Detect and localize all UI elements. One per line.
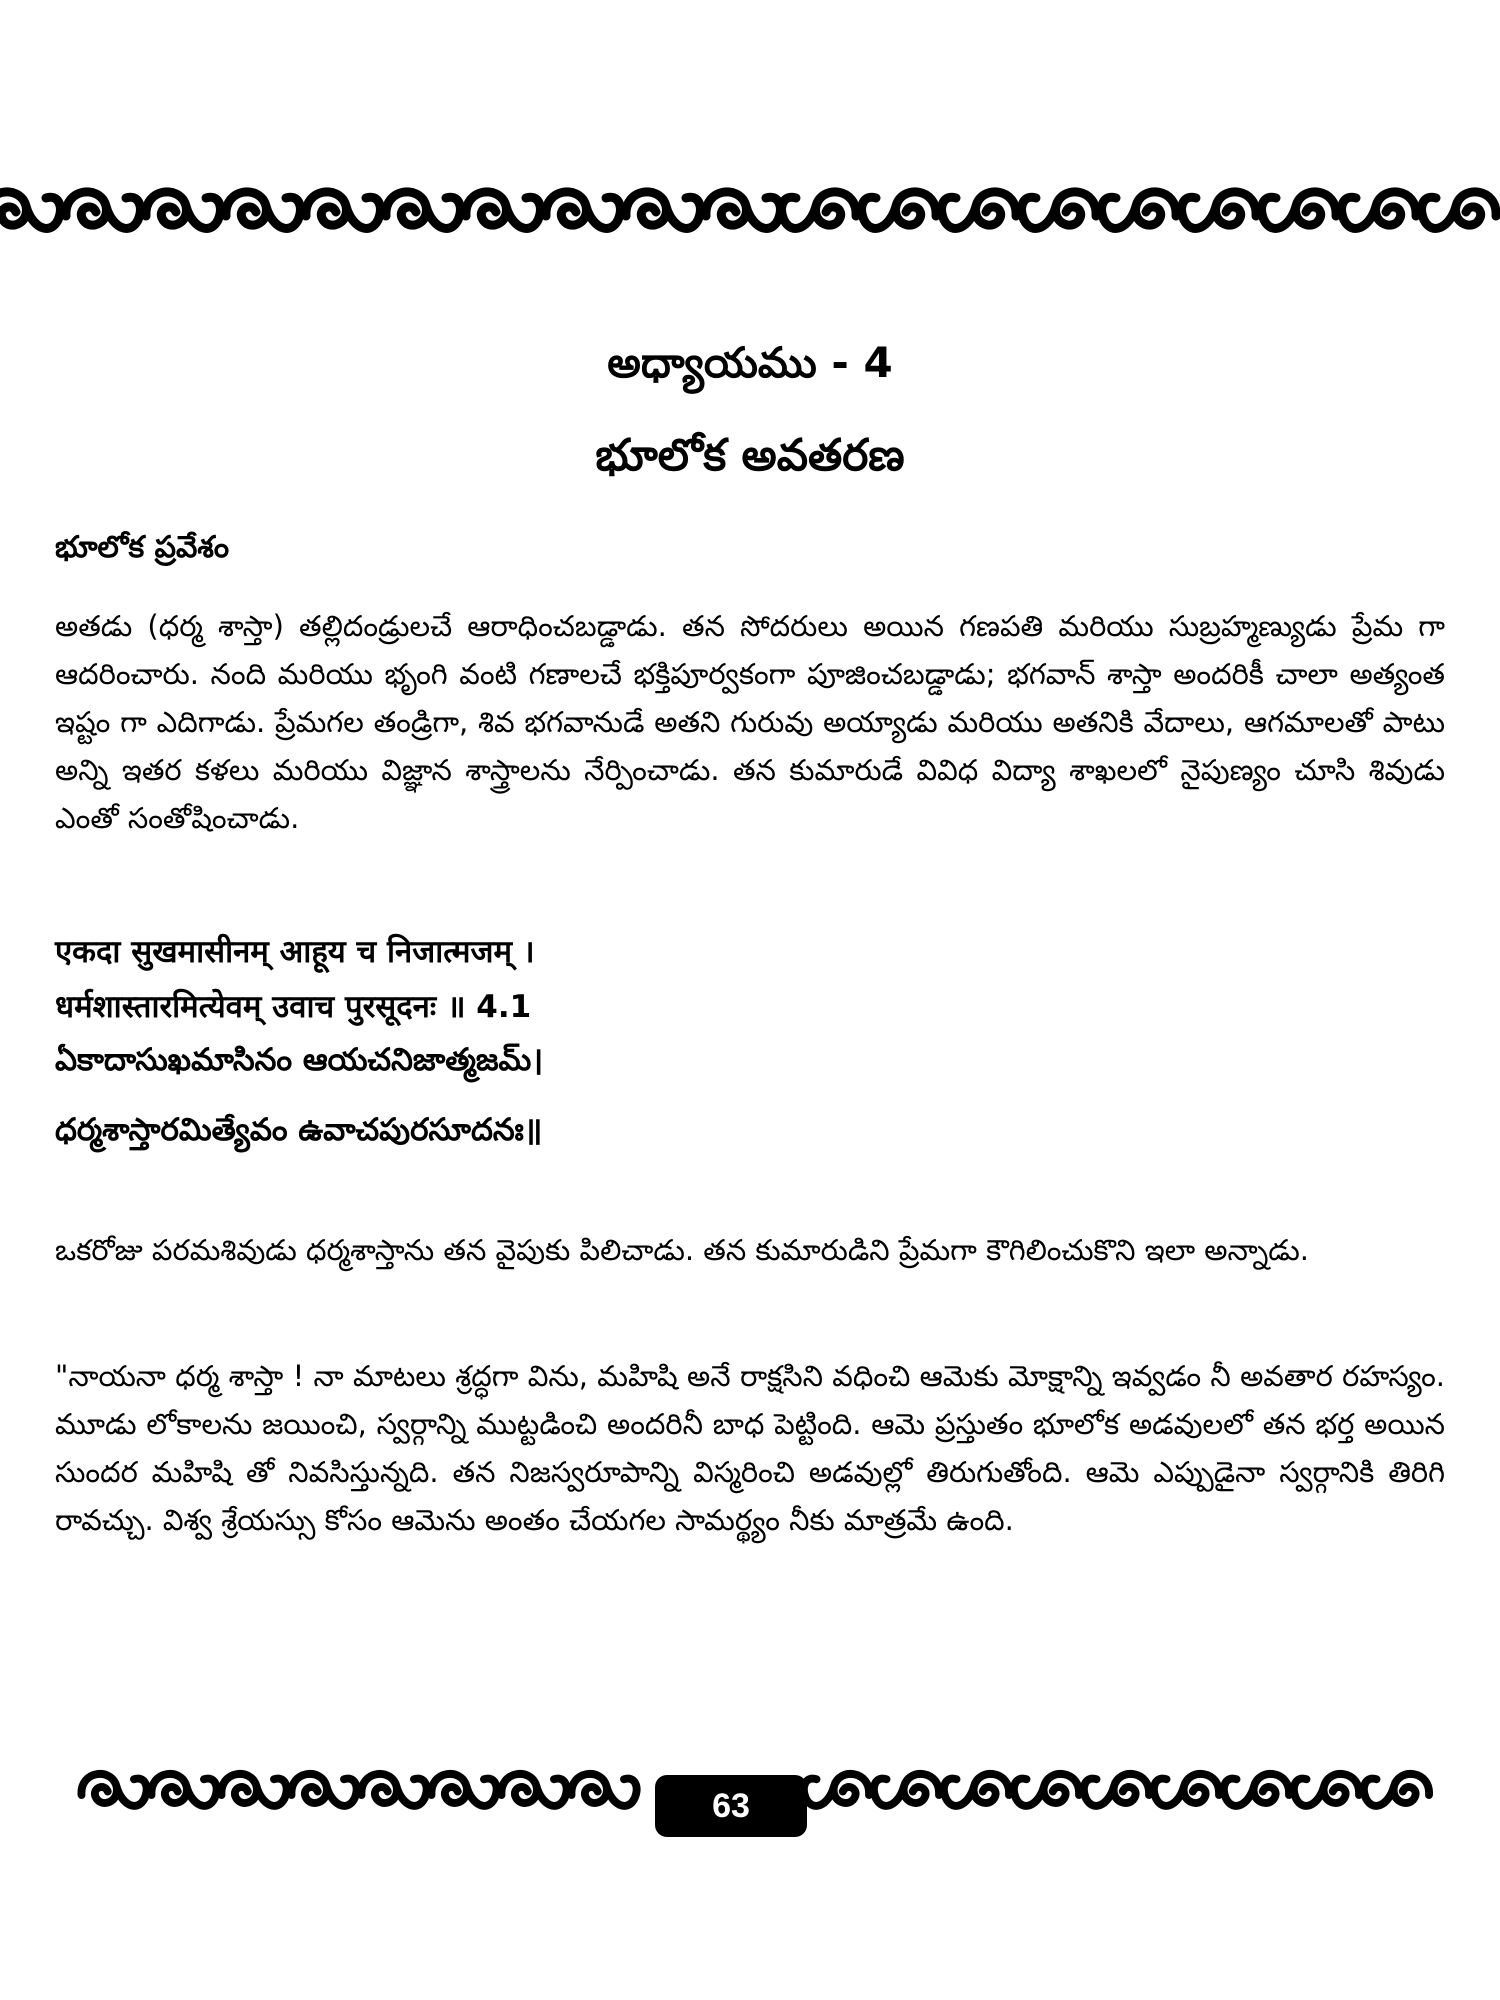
bottom-motif-right-group (804, 1774, 1429, 1806)
after-verse-paragraph: ఒకరోజు పరమశివుడు ధర్మశాస్తాను తన వైపుకు పిలిచాడు. తన కుమారుడిని ప్రేమగా కౌగిలించుకొని ఇలా అన్నాడు. (55, 1233, 1309, 1267)
verse-telugu-line-2: ధర్మశాస్తారమిత్యేవం ఉవాచపురసూదనః॥ (55, 1112, 543, 1148)
page-number-badge: 63 (655, 1775, 807, 1837)
verse-sanskrit-line-2: धर्मशास्तारमित्येवम् उवाच पुरसूदनः ॥ 4.1 (55, 989, 532, 1025)
chapter-number: అధ్యాయము - 4 (607, 338, 893, 387)
intro-paragraph: అతడు (ధర్మ శాస్తా) తల్లిదండ్రులచే ఆరాధించబడ్డాడు. తన సోదరులు అయిన గణపతి మరియు సుబ్రహ్మణ్యుడు ప్రేమ గా ఆదరించారు. నంది మరియు భృంగి వంటి గణాలచే భక్తిపూర్వకంగా పూజించబడ్డాడు; భగవాన్ శాస్తా అందరికీ చాలా అత్యంత ఇష్టం గా ఎదిగాడు. ప్రేమగల తండ్రిగా, శివ భగవానుడే అతని గురువు అయ్యాడు మరియు అతనికి వేదాలు, ఆగమాలతో పాటు అన్ని ఇతర కళలు మరియు విజ్ఞాన శాస్త్రాలను నేర్పించాడు. తన కుమారుడే వివిధ విద్యా శాఖలలో నైపుణ్యం చూసి శివుడు ఎంతో సంతోషించాడు. (55, 609, 1445, 835)
quote-paragraph: "నాయనా ధర్మ శాస్తా ! నా మాటలు శ్రద్ధగా విను, మహిషి అనే రాక్షసిని వధించి ఆమెకు మోక్షాన్ని ఇవ్వడం నీ అవతార రహస్యం. మూడు లోకాలను జయించి, స్వర్గాన్ని ముట్టడించి అందరినీ బాధ పెట్టింది. ఆమె ప్రస్తుతం భూలోక అడవులలో తన భర్త అయిన సుందర మహిషి తో నివసిస్తున్నది. తన నిజస్వరూపాన్ని విస్మరించి అడవుల్లో తిరుగుతోంది. ఆమె ఎప్పుడైనా స్వర్గానికి తిరిగి రావచ్చు. విశ్వ శ్రేయస్సు కోసం ఆమెను అంతం చేయగల సామర్థ్యం నీకు మాత్రమే ఉంది. (55, 1359, 1445, 1537)
border-motif-right-group (782, 192, 1496, 229)
verse-telugu-line-1: ఏకాదాసుఖమాసినం ఆయచనిజాత్మజమ్। (55, 1042, 544, 1078)
top-decorative-border (0, 176, 1500, 256)
chapter-title: భూలోక అవతరణ (595, 430, 905, 481)
section-heading: భూలోక ప్రవేశం (55, 530, 230, 565)
border-motif-left-group (0, 192, 780, 229)
bottom-motif-left-group (81, 1774, 636, 1806)
verse-sanskrit-line-1: एकदा सुखमासीनम् आहूय च निजात्मजम् । (55, 934, 535, 970)
